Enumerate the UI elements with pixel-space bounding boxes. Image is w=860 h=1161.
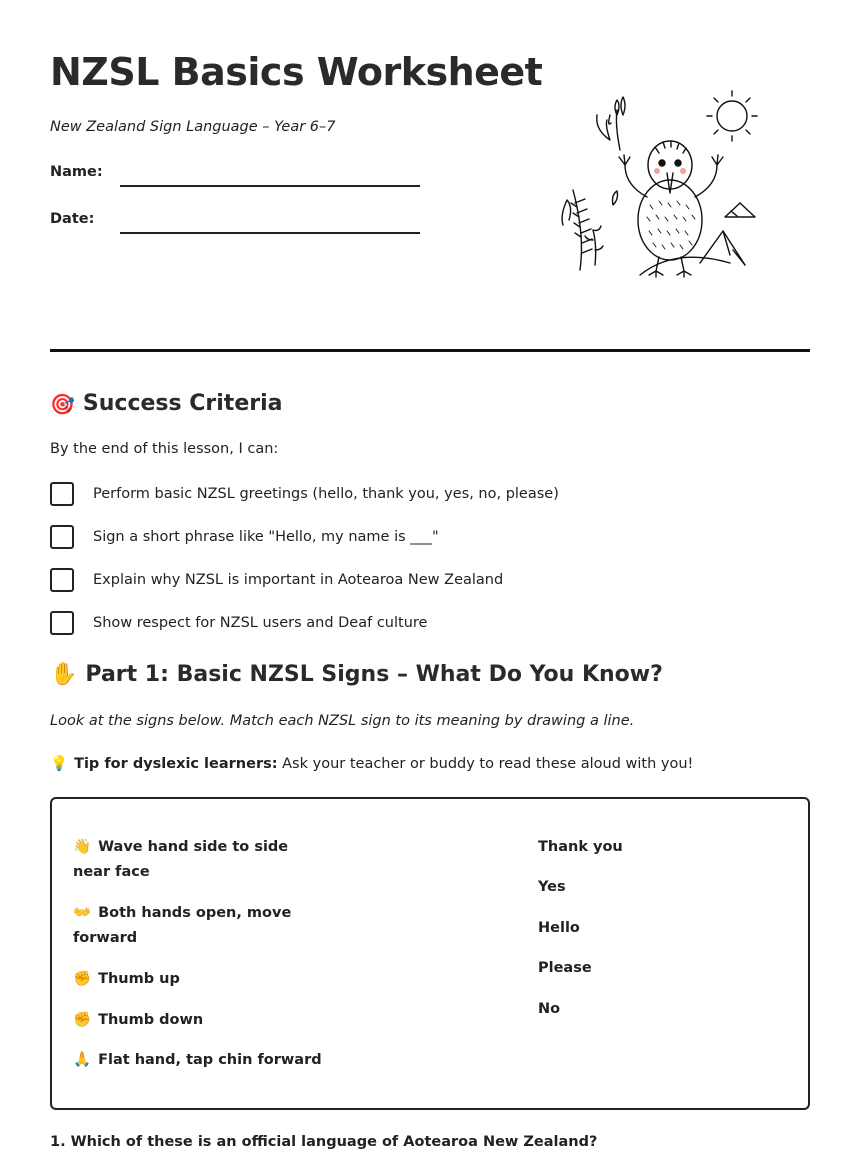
criteria-item — [50, 611, 427, 635]
sign-description: Flat hand, tap chin forward — [98, 1052, 322, 1068]
part1-title: Part 1: Basic NZSL Signs – What Do You Know? — [85, 662, 663, 687]
sign-description: Both hands open, move forward — [73, 905, 292, 946]
criteria-item — [50, 482, 559, 506]
tip-label: Tip for dyslexic learners: — [74, 755, 278, 772]
kiwi-illustration — [555, 85, 770, 285]
sign-item[interactable] — [73, 967, 323, 992]
criteria-item — [50, 525, 439, 549]
sign-item[interactable] — [73, 1048, 323, 1073]
date-label: Date: — [50, 211, 95, 227]
part1-instruction: Look at the signs below. Match each NZSL sign to its meaning by drawing a line. — [50, 713, 635, 729]
meaning-item[interactable]: Please — [538, 960, 592, 976]
criteria-checkbox[interactable] — [50, 525, 74, 549]
sign-item[interactable] — [73, 901, 323, 951]
sun-rays — [707, 91, 757, 141]
sign-item[interactable] — [73, 835, 323, 885]
raised-fist-icon: ✊ — [73, 971, 92, 987]
criteria-checkbox[interactable] — [50, 568, 74, 592]
page-title: NZSL Basics Worksheet — [50, 50, 543, 94]
criteria-item — [50, 568, 503, 592]
criteria-text: Show respect for NZSL users and Deaf culture — [93, 615, 428, 631]
raised-fist-icon: ✊ — [73, 1012, 92, 1028]
date-field[interactable] — [120, 232, 420, 234]
dyslexia-tip — [50, 755, 693, 772]
criteria-checkbox[interactable] — [50, 482, 74, 506]
meaning-item[interactable]: Thank you — [538, 839, 623, 855]
page-subtitle: New Zealand Sign Language – Year 6–7 — [50, 119, 336, 135]
sign-description: Wave hand side to side near face — [73, 839, 289, 880]
matching-activity-box — [50, 797, 810, 1110]
criteria-text: Explain why NZSL is important in Aotearoa New Zealand — [93, 572, 504, 588]
sign-item[interactable] — [73, 1008, 323, 1033]
section-divider — [50, 349, 810, 352]
question-1: 1. Which of these is an official language of Aotearoa New Zealand? — [50, 1134, 598, 1150]
lightbulb-icon: 💡 — [50, 756, 69, 772]
criteria-text: Sign a short phrase like "Hello, my name is ___" — [93, 529, 439, 545]
success-criteria-intro: By the end of this lesson, I can: — [50, 441, 279, 457]
part1-heading — [50, 662, 663, 687]
folded-hands-icon: 🙏 — [73, 1052, 92, 1068]
tip-text: Ask your teacher or buddy to read these aloud with you! — [282, 755, 694, 772]
criteria-checkbox[interactable] — [50, 611, 74, 635]
name-label: Name: — [50, 164, 103, 180]
sign-description: Thumb up — [98, 971, 180, 987]
criteria-text: Perform basic NZSL greetings (hello, thank you, yes, no, please) — [93, 486, 559, 502]
meaning-item[interactable]: No — [538, 1001, 561, 1017]
target-icon: 🎯 — [50, 391, 75, 416]
waving-hand-icon: 👋 — [73, 839, 92, 855]
success-criteria-title: Success Criteria — [82, 391, 283, 416]
feather-texture — [647, 201, 695, 249]
open-hands-icon: 👐 — [73, 905, 92, 921]
sun-icon — [717, 101, 747, 131]
success-criteria-heading — [50, 391, 282, 416]
meaning-item[interactable]: Hello — [538, 920, 580, 936]
sign-description: Thumb down — [98, 1012, 204, 1028]
name-field[interactable] — [120, 185, 420, 187]
meaning-item[interactable]: Yes — [538, 879, 566, 895]
raised-hand-icon: ✋ — [50, 662, 78, 687]
